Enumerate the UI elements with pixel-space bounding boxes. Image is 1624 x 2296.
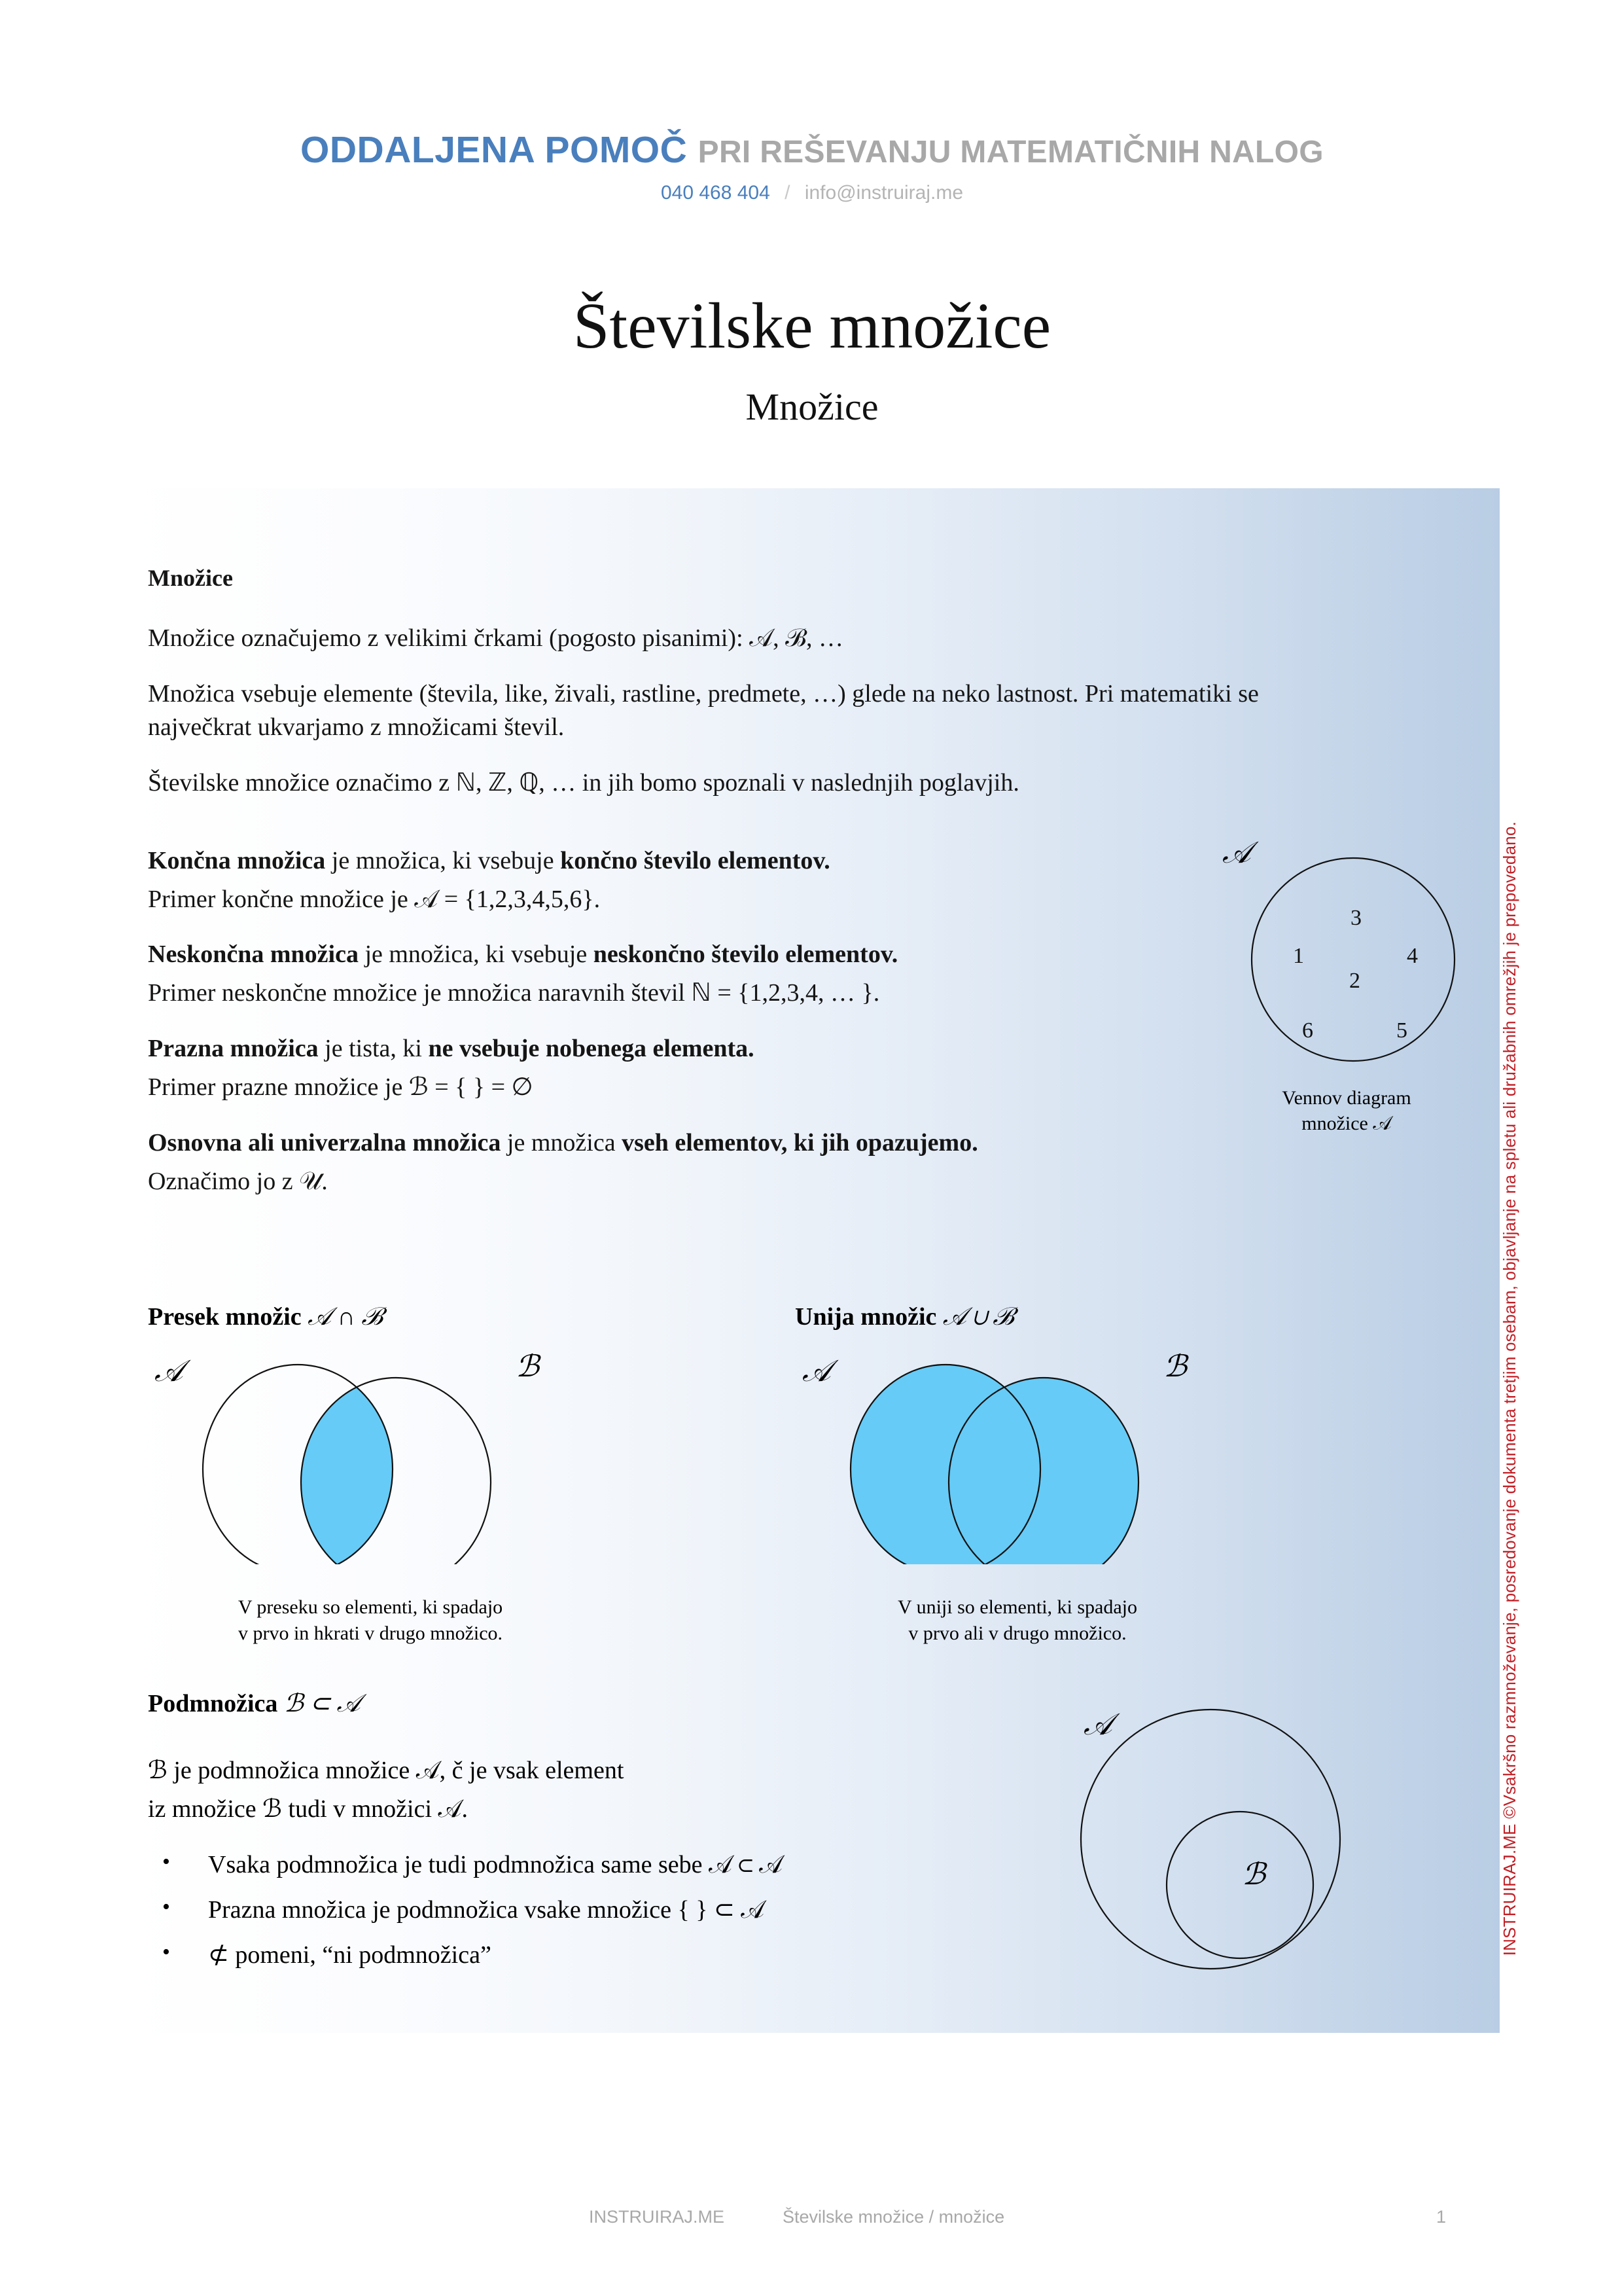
contact-separator: / (785, 182, 790, 204)
union-caption-line1: V uniji so elementi, ki spadajo (897, 1596, 1138, 1618)
venn-diagram-subset (1053, 1695, 1368, 1996)
intersection-heading-text: Presek množic (148, 1303, 302, 1331)
subset-label-a: 𝒜 (1084, 1708, 1112, 1741)
empty-middle: je tista, ki (318, 1035, 429, 1063)
definition-universal (148, 1126, 1299, 1160)
union-caption-line2: v prvo ali v drugo množico. (908, 1623, 1127, 1645)
contact-line (0, 182, 1624, 204)
universal-term: Osnovna ali univerzalna množica (148, 1129, 501, 1157)
subset-heading-math: ℬ ⊂ 𝒜 (283, 1690, 361, 1717)
subset-description (148, 1754, 920, 1984)
heading-subset (148, 1689, 361, 1718)
intersection-heading-math: 𝒜 ∩ ℬ (308, 1303, 383, 1331)
page-subtitle: Množice (745, 386, 879, 428)
bullet-icon: • (162, 1894, 170, 1919)
venn-a-element: 6 (1302, 1018, 1313, 1043)
example-finite: Primer končne množice je 𝒜 = {1,2,3,4,5,6}. (148, 885, 601, 913)
venn-a-caption-line2: množice 𝒜 (1301, 1113, 1392, 1134)
venn-a-label: 𝒜 (1222, 836, 1251, 869)
footer-breadcrumb: Številske množice / množice (783, 2207, 1005, 2227)
definition-empty (148, 1032, 1299, 1066)
universal-middle: je množica (501, 1129, 622, 1157)
infinite-emphasis: neskončno število elementov. (593, 941, 898, 969)
email-address[interactable]: info@instruiraj.me (804, 182, 964, 204)
example-empty: Primer prazne množice je ℬ = { } = ∅ (148, 1073, 533, 1102)
footer-page-number: 1 (1436, 2207, 1447, 2227)
union-caption (795, 1594, 1240, 1647)
venn-a-element: 2 (1349, 969, 1360, 993)
venn-a-caption-line1: Vennov diagram (1282, 1087, 1411, 1109)
heading-union (795, 1302, 1014, 1331)
list-item-text: Vsaka podmnožica je tudi podmnožica same sebe 𝒜 ⊂ 𝒜 (208, 1850, 783, 1878)
section-heading-mnozice: Množice (148, 565, 233, 591)
empty-emphasis: ne vsebuje nobenega elementa. (428, 1035, 754, 1063)
subset-label-b: ℬ (1242, 1857, 1266, 1891)
venn-a-element: 1 (1293, 944, 1304, 968)
union-label-a: 𝒜 (802, 1354, 831, 1388)
brand-title (0, 128, 1624, 171)
union-heading-math: 𝒜 ∪ ℬ (942, 1303, 1014, 1331)
venn-diagram-set-a (1209, 829, 1484, 1136)
main-content (148, 564, 1299, 1221)
venn-a-circle (1248, 855, 1458, 1064)
page-footer (0, 2207, 1624, 2246)
intersection-label-b: ℬ (516, 1350, 540, 1383)
brand-primary: ODDALJENA POMOČ (300, 129, 688, 171)
subset-line2: iz množice ℬ tudi v množici 𝒜. (148, 1795, 468, 1823)
universal-notation: Označimo jo z 𝒰. (148, 1167, 328, 1195)
paragraph-elements: Množica vsebuje elemente (števila, like, živali, rastline, predmete, …) glede na neko lastnost. Pri matematiki se največkrat ukvarjamo z množicami števil. (148, 679, 1259, 741)
venn-a-caption (1209, 1085, 1484, 1136)
infinite-middle: je množica, ki vsebuje (358, 941, 593, 969)
empty-term: Prazna množica (148, 1035, 319, 1063)
subset-heading-text: Podmnožica (148, 1690, 278, 1717)
venn-a-element: 4 (1407, 944, 1418, 968)
union-heading-text: Unija množic (795, 1303, 937, 1331)
definition-finite (148, 844, 1299, 878)
paragraph-notation: Množice označujemo z velikimi črkami (pogosto pisanimi): 𝒜, ℬ, … (148, 624, 844, 652)
brand-secondary: PRI REŠEVANJU MATEMATIČNIH NALOG (697, 135, 1324, 170)
union-label-b: ℬ (1163, 1350, 1188, 1383)
footer-brand: INSTRUIRAJ.ME (589, 2207, 725, 2227)
list-item (148, 1848, 920, 1882)
finite-term: Končna množica (148, 846, 326, 874)
universal-emphasis: vseh elementov, ki jih opazujemo. (622, 1129, 978, 1157)
phone-number[interactable]: 040 468 404 (660, 182, 770, 204)
list-item (148, 1939, 920, 1972)
copyright-notice: INSTRUIRAJ.ME ©Vsakršno razmnoževanje, posredovanje dokumenta tretjim osebam, objavljanje na spletu ali družabnih omrežjih je prepovedano. (1500, 821, 1519, 1956)
intersection-label-a: 𝒜 (154, 1354, 183, 1388)
intersection-caption (148, 1594, 593, 1647)
finite-middle: je množica, ki vsebuje (325, 846, 561, 874)
intersection-caption-line1: V preseku so elementi, ki spadajo (238, 1596, 503, 1618)
venn-a-element: 3 (1350, 906, 1362, 930)
venn-a-element: 5 (1396, 1018, 1407, 1043)
list-item-text: Prazna množica je podmnožica vsake množice { } ⊂ 𝒜 (208, 1895, 765, 1924)
list-item (148, 1893, 920, 1927)
subset-properties-list (148, 1848, 920, 1972)
definition-infinite (148, 938, 1299, 971)
bullet-icon: • (162, 1939, 170, 1964)
heading-intersection (148, 1302, 382, 1331)
paragraph-number-sets: Številske množice označimo z ℕ, ℤ, ℚ, … in jih bomo spoznali v naslednjih poglavjih. (148, 768, 1019, 797)
finite-emphasis: končno število elementov. (560, 846, 830, 874)
subset-line1: ℬ je podmnožica množice 𝒜, č je vsak element (148, 1757, 624, 1784)
bullet-icon: • (162, 1849, 170, 1874)
page-title: Številske množice (573, 289, 1051, 362)
infinite-term: Neskončna množica (148, 941, 359, 969)
site-header (0, 128, 1624, 204)
intersection-caption-line2: v prvo in hkrati v drugo množico. (238, 1623, 503, 1645)
example-infinite: Primer neskončne množice je množica naravnih števil ℕ = {1,2,3,4, … }. (148, 979, 880, 1007)
list-item-text: ⊄ pomeni, “ni podmnožica” (208, 1941, 491, 1969)
